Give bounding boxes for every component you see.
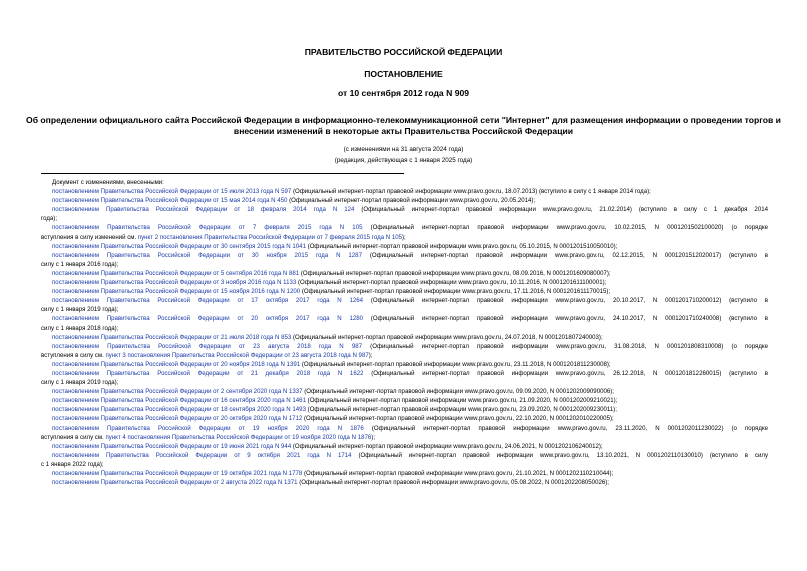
document-title: Об определении официального сайта Российской Федерации в информационно-телекоммуникационной сети "Интернет" для размещения информации о проведении торгов и внесении изменений в некоторые акты Правительства Российской Федерации (26, 115, 781, 136)
amendment-line (41, 387, 768, 396)
amendment-text: силу с 1 января 2019 года); (41, 306, 119, 314)
amendment-link[interactable]: постановлением Правительства Российской Федерации от 18 февраля 2014 года N 124 (52, 206, 355, 214)
amendment-line (41, 351, 768, 360)
amendment-line (41, 378, 768, 387)
amendment-text: (Официальный интернет-портал правовой информации www.pravo.gov.ru, 18.07.2013) (вступило в силу с 1 января 2014 года); (291, 188, 651, 196)
amendment-link[interactable]: постановлением Правительства Российской Федерации от 18 сентября 2020 года N 1493 (52, 406, 306, 414)
amendment-text: вступления в силу изменений см. (41, 233, 138, 241)
amendment-text: (Официальный интернет-портал правовой информации www.pravo.gov.ru, 08.09.2016, N 0001201609080007); (299, 269, 611, 277)
amendment-link[interactable]: постановлением Правительства Российской Федерации от 16 сентября 2020 года N 1461 (52, 397, 306, 405)
in-force-note: (редакция, действующая с 1 января 2025 года) (334, 157, 473, 164)
document-type: ПОСТАНОВЛЕНИЕ (364, 69, 443, 79)
amendment-line (41, 287, 768, 296)
amendment-line (41, 478, 768, 487)
government-name: ПРАВИТЕЛЬСТВО РОССИЙСКОЙ ФЕДЕРАЦИИ (304, 47, 503, 57)
amendment-text: (Официальный интернет-портал правовой информации www.pravo.gov.ru, 10.11.2016, N 0001201611100001); (296, 279, 607, 287)
amendment-line (41, 314, 768, 323)
amendment-link[interactable]: постановлением Правительства Российской Федерации от 3 ноября 2016 года N 1133 (52, 279, 297, 287)
amendment-link[interactable]: постановлением Правительства Российской Федерации от 15 июля 2013 года N 597 (52, 188, 292, 196)
amendment-line (41, 333, 768, 342)
amendment-link[interactable]: постановлением Правительства Российской Федерации от 15 ноября 2016 года N 1200 (52, 288, 301, 296)
amendment-line (41, 424, 768, 433)
amendment-line (41, 360, 768, 369)
amendment-link[interactable]: постановлением Правительства Российской Федерации от 21 декабря 2018 года N 1622 (52, 369, 364, 377)
amendment-line (41, 460, 768, 469)
amendment-text: (Официальный интернет-портал правовой информации www.pravo.gov.ru, 21.09.2020, N 0001202009210021); (305, 397, 618, 405)
amendment-clause-link[interactable]: пункт 3 постановления Правительства Российской Федерации от 23 августа 2018 года N 987 (105, 351, 369, 359)
amendment-text: (Официальный интернет-портал правовой информации www.pravo.gov.ru, 23.09.2020, N 0001202009230011); (305, 406, 617, 414)
changes-note: (с изменениями на 31 августа 2024 года) (343, 146, 464, 153)
amendment-text: (Официальный интернет-портал правовой информации www.pravo.gov.ru, 24.07.2018, N 0001201807240003); (291, 333, 603, 341)
amendment-text: (Официальный интернет-портал правовой информации www.pravo.gov.ru, 24.06.2021, N 0001202106240012); (291, 442, 603, 450)
amendment-link[interactable]: постановлением Правительства Российской Федерации от 9 октября 2021 года N 1714 (52, 451, 352, 459)
amendment-text: (Официальный интернет-портал правовой информации www.pravo.gov.ru, 21.02.2014) (вступило в силу с 1 декабря 2014 (354, 206, 768, 214)
amendment-text: (Официальный интернет-портал правовой информации www.pravo.gov.ru, 20.05.2014); (287, 197, 536, 205)
amendment-text: (Официальный интернет-портал правовой информации www.pravo.gov.ru, 23.11.2020, N 0001202011230022) (о порядке (363, 424, 768, 432)
amendment-line (41, 242, 768, 251)
amendment-line (41, 305, 768, 314)
amendment-line (41, 233, 768, 242)
amendment-text: (Официальный интернет-портал правовой информации www.pravo.gov.ru, 26.12.2018, N 0001201812260015) (вступило в (363, 369, 768, 377)
amendment-link[interactable]: постановлением Правительства Российской Федерации от 7 февраля 2015 года N 105 (52, 224, 363, 232)
amendment-link[interactable]: постановлением Правительства Российской Федерации от 30 ноября 2015 года N 1287 (52, 251, 362, 259)
amendment-text: с 1 января 2022 года); (41, 460, 104, 468)
amendment-text: (Официальный интернет-портал правовой информации www.pravo.gov.ru, 05.10.2015, N 0001201510050010); (305, 242, 618, 250)
amendment-line (41, 205, 768, 214)
amendment-text: (Официальный интернет-портал правовой информации www.pravo.gov.ru, 22.10.2020, N 0001202010220005); (302, 415, 614, 423)
amendment-lines (41, 187, 768, 487)
amendment-text: вступления в силу см. (41, 351, 106, 359)
amendment-text: (Официальный интернет-портал правовой информации www.pravo.gov.ru, 24.10.2017, N 0001201710240008) (вступило в (363, 315, 768, 323)
amendment-link[interactable]: постановлением Правительства Российской Федерации от 20 октября 2017 года N 1280 (52, 315, 364, 323)
amendment-line (41, 414, 768, 423)
amendment-line (41, 196, 768, 205)
amendment-text: (Официальный интернет-портал правовой информации www.pravo.gov.ru, 05.08.2022, N 0001202208050026); (297, 479, 609, 487)
amendment-link[interactable]: постановлением Правительства Российской Федерации от 20 ноября 2018 года N 1391 (52, 360, 301, 368)
amendment-text: (Официальный интернет-портал правовой информации www.pravo.gov.ru, 20.10.2017, N 0001201710200012) (вступило в (363, 297, 768, 305)
amendment-line (41, 342, 768, 351)
amendment-line (41, 214, 768, 223)
amendment-text: (Официальный интернет-портал правовой информации www.pravo.gov.ru, 09.09.2020, N 0001202009090006); (302, 388, 614, 396)
amendment-link[interactable]: постановлением Правительства Российской Федерации от 5 сентября 2016 года N 881 (52, 269, 300, 277)
amendment-text: вступления в силу см. (41, 433, 106, 441)
amendment-link[interactable]: постановлением Правительства Российской Федерации от 21 июля 2018 года N 853 (52, 333, 292, 341)
amendment-line (41, 296, 768, 305)
amendment-line (41, 442, 768, 451)
amendment-link[interactable]: постановлением Правительства Российской Федерации от 20 октября 2020 года N 1712 (52, 415, 303, 423)
document-date-number: от 10 сентября 2012 года N 909 (337, 88, 470, 98)
amendment-text: (Официальный интернет-портал правовой информации www.pravo.gov.ru, 17.11.2016, N 0001201611170015); (300, 288, 611, 296)
amendment-link[interactable]: постановлением Правительства Российской Федерации от 2 сентября 2020 года N 1337 (52, 388, 303, 396)
amendment-line (41, 187, 768, 196)
amendment-line (41, 260, 768, 269)
amendment-text: (Официальный интернет-портал правовой информации www.pravo.gov.ru, 21.10.2021, N 0001202110210044); (302, 470, 614, 477)
amendment-text-tail: ); (402, 233, 406, 241)
amendment-text: (Официальный интернет-портал правовой информации www.pravo.gov.ru, 10.02.2015, N 0001201502100020) (о порядке (362, 224, 768, 232)
amendment-link[interactable]: постановлением Правительства Российской Федерации от 2 августа 2022 года N 1371 (52, 479, 298, 487)
amendment-line (41, 269, 768, 278)
amendment-line (41, 451, 768, 460)
amendment-text: (Официальный интернет-портал правовой информации www.pravo.gov.ru, 31.08.2018, N 0001201808310008) (о порядке (362, 342, 768, 350)
amendment-line (41, 396, 768, 405)
amendment-link[interactable]: постановлением Правительства Российской Федерации от 23 августа 2018 года N 987 (52, 342, 363, 350)
amendment-text-tail: ); (371, 433, 376, 441)
amendment-text: (Официальный интернет-портал правовой информации www.pravo.gov.ru, 02.12.2015, N 0001201512020017) (вступило в (361, 251, 768, 259)
amendment-line (41, 369, 768, 378)
amendment-line (41, 433, 768, 442)
amendment-text: силу с 1 января 2016 года); (41, 260, 119, 268)
amendment-clause-link[interactable]: пункт 2 постановления Правительства Российской Федерации от 7 февраля 2015 года N 105 (137, 233, 403, 241)
separator-line (41, 173, 404, 174)
amendment-text: (Официальный интернет-портал правовой информации www.pravo.gov.ru, 23.11.2018, N 0001201811230008); (300, 360, 611, 368)
amendment-text: силу с 1 января 2019 года); (41, 379, 119, 387)
amendment-clause-link[interactable]: пункт 4 постановления Правительства Российской Федерации от 19 ноября 2020 года N 1876 (105, 433, 372, 441)
amendment-line (41, 405, 768, 414)
amendment-link[interactable]: постановлением Правительства Российской Федерации от 17 октября 2017 года N 1264 (52, 297, 364, 305)
amendment-text: года); (41, 215, 58, 223)
amendment-line (41, 469, 768, 478)
amendment-link[interactable]: постановлением Правительства Российской Федерации от 30 сентября 2015 года N 1041 (52, 242, 306, 250)
amendment-link[interactable]: постановлением Правительства Российской Федерации от 19 октября 2021 года N 1778 (52, 470, 303, 477)
amendment-link[interactable]: постановлением Правительства Российской Федерации от 19 ноября 2020 года N 1876 (52, 424, 364, 432)
amendment-link[interactable]: постановлением Правительства Российской Федерации от 19 июня 2021 года N 944 (52, 442, 292, 450)
amendment-text-tail: ); (368, 351, 373, 359)
amendment-line (41, 223, 768, 232)
amendments-list (41, 178, 768, 487)
amendment-line (41, 324, 768, 333)
amendment-line (41, 278, 768, 287)
amendments-intro: Документ с изменениями, внесенными: (52, 179, 164, 186)
amendment-link[interactable]: постановлением Правительства Российской Федерации от 15 мая 2014 года N 450 (52, 197, 288, 205)
amendment-line (41, 251, 768, 260)
amendment-text: силу с 1 января 2018 года); (41, 324, 119, 332)
amendment-text: (Официальный интернет-портал правовой информации www.pravo.gov.ru, 13.10.2021, N 0001202110130010) (вступило в силу (351, 451, 768, 459)
